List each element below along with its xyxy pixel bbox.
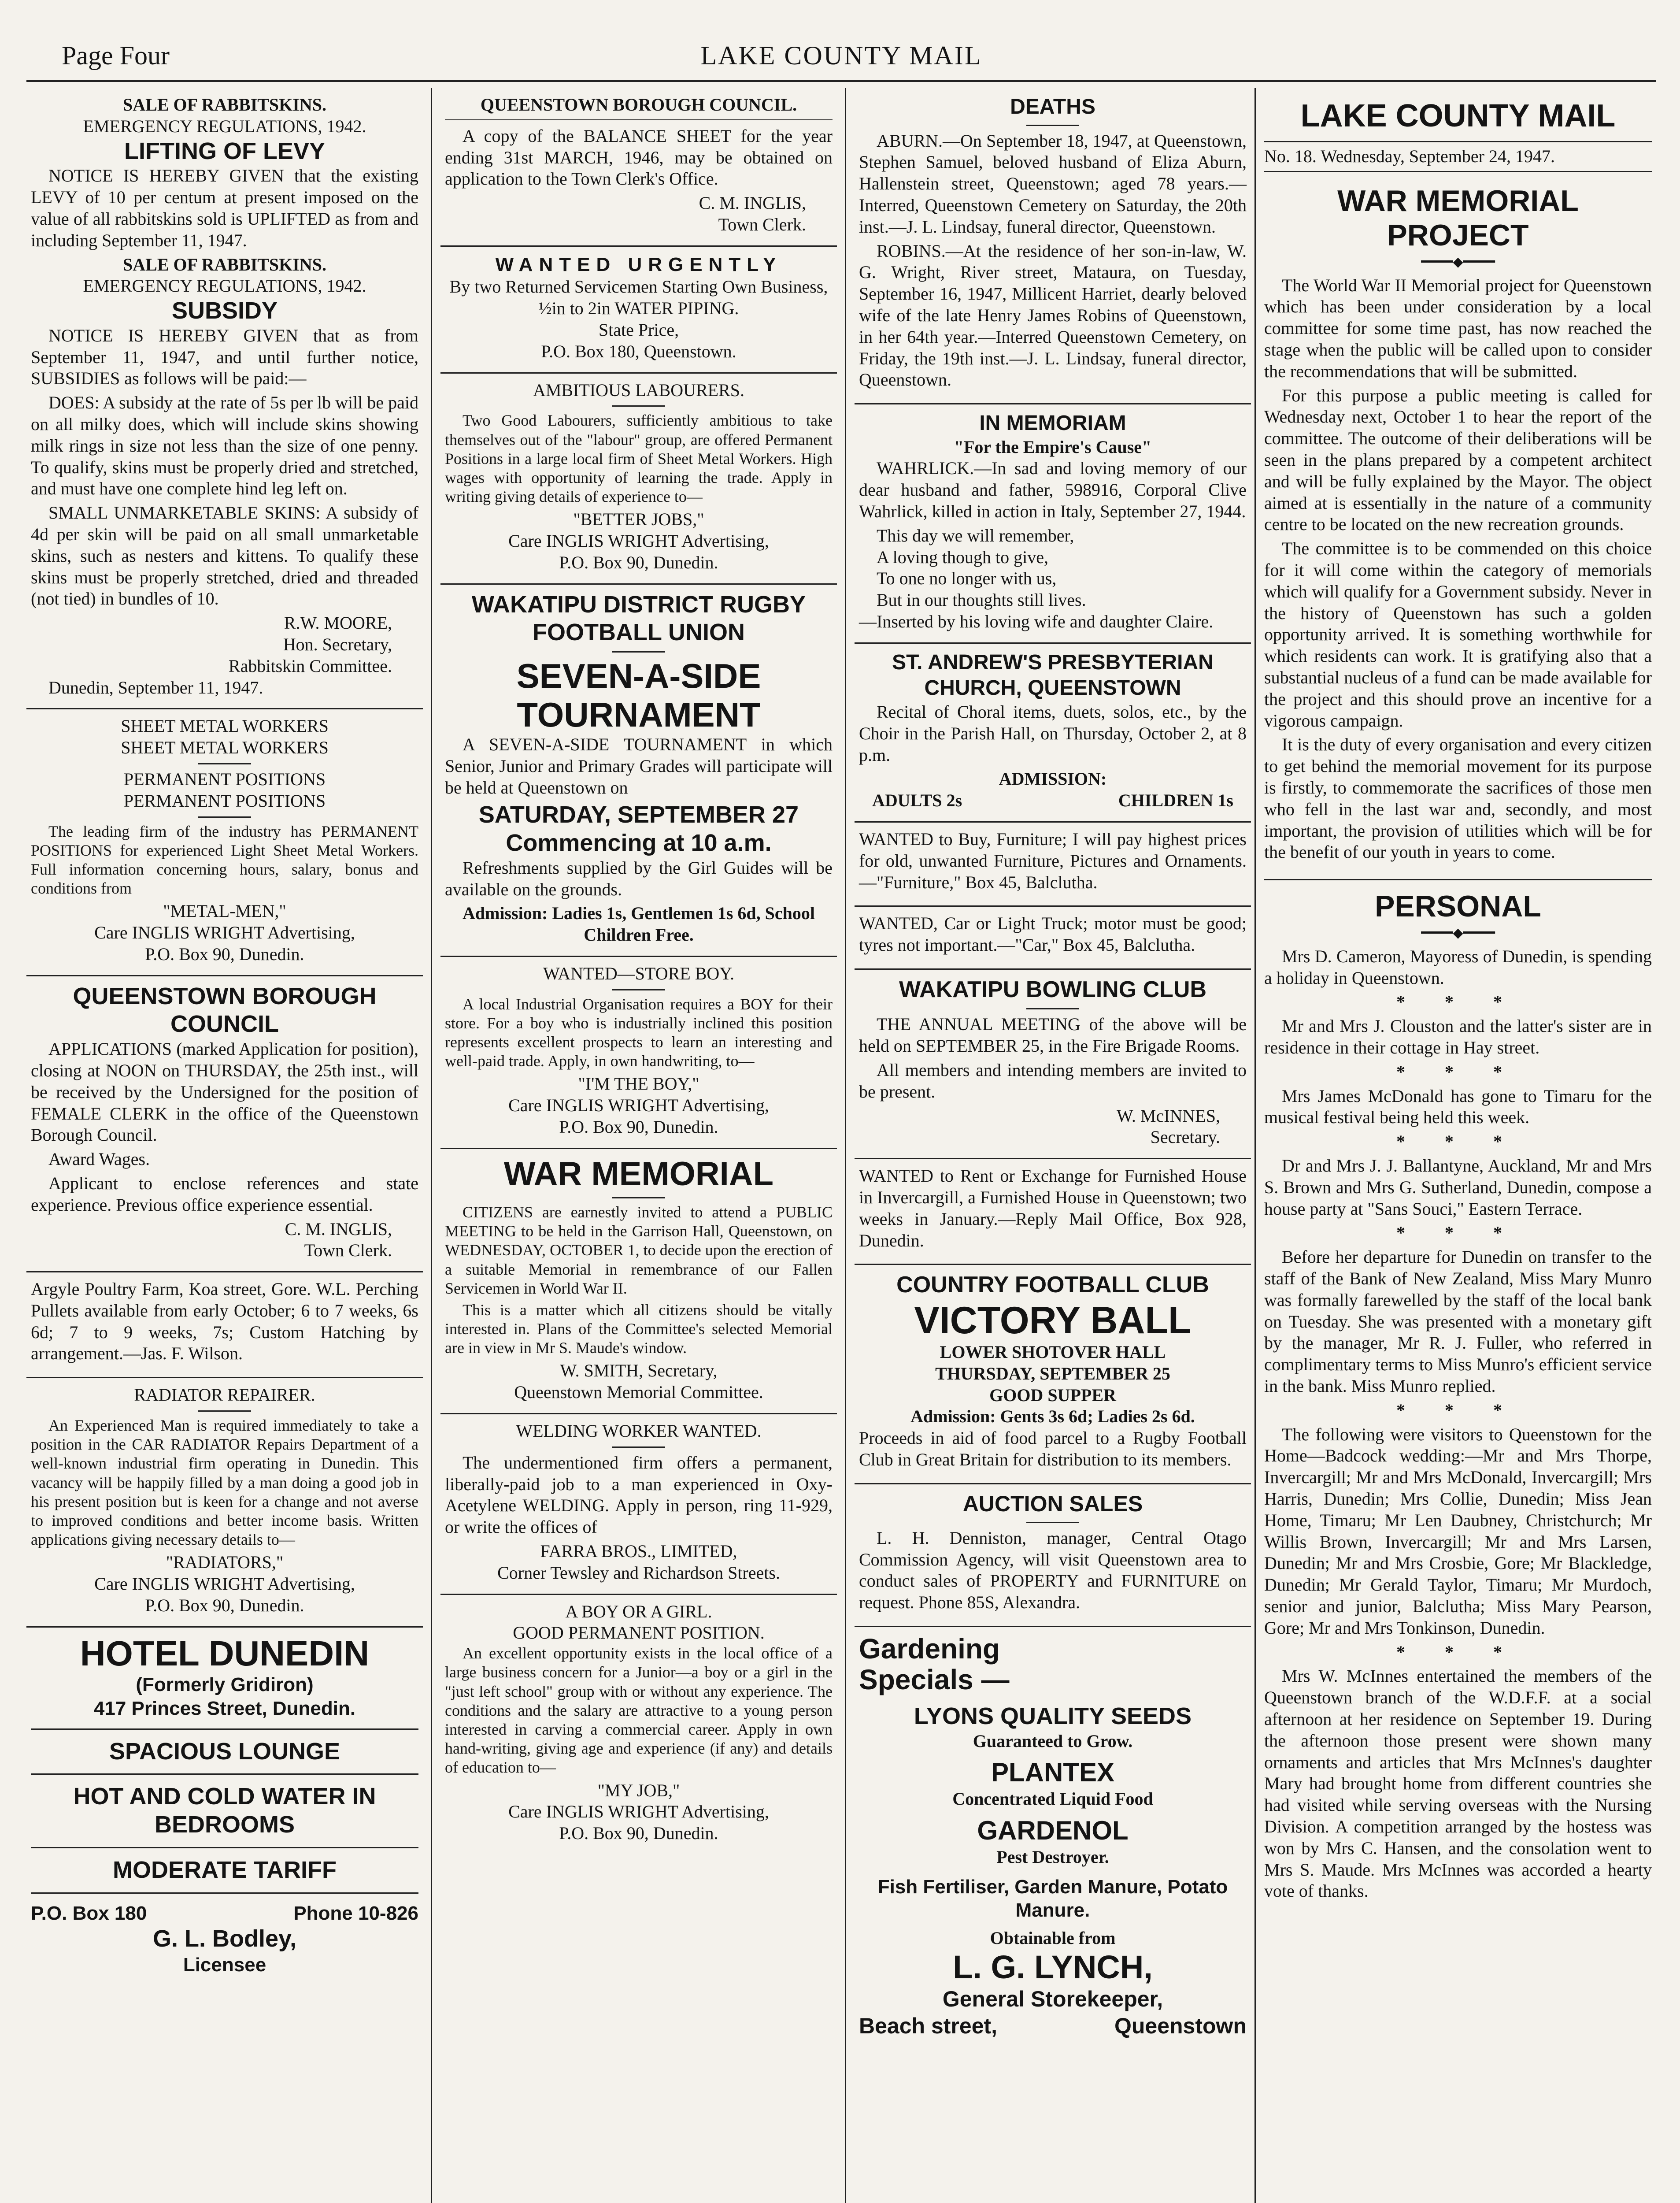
signatory-org: Queenstown Memorial Committee.	[514, 1382, 763, 1402]
memoriam-body: WAHRLICK.—In sad and loving memory of our dear husband and father, 598916, Corporal Clive Wahrlick, killed in action in Italy, September 27, 1944.	[859, 458, 1247, 522]
divider	[198, 763, 251, 764]
divider	[31, 1773, 418, 1775]
ad-title: VICTORY BALL	[914, 1299, 1192, 1342]
section-heading: IN MEMORIAM	[979, 412, 1126, 435]
ad-date: SATURDAY, SEPTEMBER 27	[478, 801, 799, 828]
ad-box: P.O. Box 90, Dunedin.	[145, 944, 304, 964]
hotel-water: HOT AND COLD WATER IN BEDROOMS	[73, 1783, 376, 1838]
divider	[31, 1847, 418, 1848]
product-name: GARDENOL	[977, 1815, 1129, 1845]
ad-supper: GOOD SUPPER	[989, 1385, 1116, 1405]
notice-subtitle: EMERGENCY REGULATIONS, 1942.	[83, 276, 366, 296]
ad-care: Care INGLIS WRIGHT Advertising,	[508, 1095, 769, 1116]
ad-prices	[859, 790, 1247, 812]
signatory-name: C. M. INGLIS,	[285, 1219, 392, 1239]
ad-heading: A BOY OR A GIRL.	[565, 1601, 712, 1621]
boy-or-girl-ad	[440, 1595, 837, 1851]
notice-subtitle: EMERGENCY REGULATIONS, 1942.	[83, 116, 366, 136]
product-list: Fish Fertiliser, Garden Manure, Potato Manure.	[877, 1876, 1228, 1921]
store-boy-ad	[440, 957, 837, 1149]
personal-item: Mr and Mrs J. Clouston and the latter's sister are in residence in their cottage in Hay street.	[1264, 1016, 1652, 1058]
ad-reply: "BETTER JOBS,"	[573, 509, 704, 530]
column-divider	[1254, 88, 1256, 2203]
war-memorial-project-article	[1260, 184, 1656, 875]
ad-line: SHEET METAL WORKERS	[121, 716, 329, 736]
notice-heading: LIFTING OF LEVY	[124, 137, 325, 164]
paper-title: LAKE COUNTY MAIL	[700, 41, 982, 70]
product-name: PLANTEX	[991, 1758, 1115, 1788]
product-tagline: Concentrated Liquid Food	[952, 1789, 1153, 1809]
signatory-title: Hon. Secretary,	[283, 634, 392, 654]
signatory-title: Town Clerk.	[718, 214, 806, 234]
notice-body: NOTICE IS HEREBY GIVEN that the existing LEVY of 10 per centum at present imposed on the value of all rabbitskins sold is UPLIFTED as from and including September 11, 1947.	[31, 166, 418, 250]
hotel-address: 417 Princes Street, Dunedin.	[93, 1698, 356, 1720]
notice-title: SALE OF RABBITSKINS.	[123, 95, 326, 115]
notice-body: THE ANNUAL MEETING of the above will be held on SEPTEMBER 25, in the Fire Brigade Rooms.	[859, 1014, 1247, 1056]
ad-line: PERMANENT POSITIONS	[123, 790, 326, 811]
war-memorial-meeting-ad	[440, 1149, 837, 1414]
divider	[198, 816, 251, 818]
store-desc: General Storekeeper,	[942, 1986, 1163, 2011]
header-rule	[26, 80, 1656, 82]
ad-date: THURSDAY, SEPTEMBER 25	[935, 1363, 1170, 1383]
ad-heading: WANTED—STORE BOY.	[543, 963, 735, 983]
ad-award: Award Wages.	[48, 1149, 150, 1169]
ad-body: WANTED to Rent or Exchange for Furnished House in Invercargill, a Furnished House in Queenstown; two weeks in January.—Reply Mail Office, Box 928, Dunedin.	[859, 1166, 1247, 1250]
divider	[1026, 1008, 1079, 1009]
divider	[1026, 1522, 1079, 1523]
notice-body: All members and intending members are invited to be present.	[859, 1060, 1247, 1102]
separator: * * *	[1396, 1061, 1520, 1082]
divider	[612, 1197, 665, 1198]
divider	[1264, 141, 1652, 142]
ad-line: P.O. Box 180, Queenstown.	[541, 341, 736, 361]
ad-subheading: GOOD PERMANENT POSITION.	[513, 1623, 765, 1643]
ad-proceeds: Proceeds in aid of food parcel to a Rugby Football Club in Great Britain for distribution to its members.	[859, 1428, 1247, 1470]
deaths-section	[855, 88, 1251, 404]
auction-sales-ad	[855, 1484, 1251, 1627]
hotel-owner: G. L. Bodley,	[152, 1925, 297, 1952]
notice-small-skins: SMALL UNMARKETABLE SKINS: A subsidy of 4d per skin will be paid on all small unmarketable skins, such as nesters and kittens. To qualify these skins must be properly stretched, dried and threaded (not tied) in bundles of 10.	[31, 503, 418, 609]
divider	[198, 1410, 251, 1412]
ad-refs: Applicant to enclose references and state experience. Previous office experience essential.	[31, 1173, 418, 1215]
article-paragraph: For this purpose a public meeting is called for Wednesday next, October 1 to hear the report of the committee. The outcome of their deliberations will be seen in the plans prepared by a competent architect and will be fully explained by the Mayor. The object aimed at is essentially in the nature of a community centre to be located on the new recreation grounds.	[1264, 385, 1652, 534]
ad-body: A SEVEN-A-SIDE TOURNAMENT in which Senior, Junior and Primary Grades will participate will be held at Queenstown on	[445, 734, 833, 797]
ad-title: Gardening	[859, 1633, 1000, 1665]
ad-line: SHEET METAL WORKERS	[121, 738, 329, 758]
signatory-title: Town Clerk.	[304, 1240, 392, 1261]
separator: * * *	[1396, 992, 1520, 1012]
personal-section	[1260, 889, 1656, 1902]
divider	[1264, 171, 1652, 172]
ad-admission: Admission: Gents 3s 6d; Ladies 2s 6d.	[910, 1406, 1195, 1427]
ad-reply: "METAL-MEN,"	[163, 901, 286, 921]
ad-firm: FARRA BROS., LIMITED,	[540, 1541, 737, 1561]
article-paragraph: The committee is to be commended on this choice for it will come within the category of memorials which will qualify for a Government subsidy. Never in the history of Queenstown has such a golden opportunity arrived. It is something worthwhile for which residents can work. It is gratifying also that a substantial nucleus of a fund can be made available for the project and this should prove an incentive for a vigorous campaign.	[1264, 538, 1652, 731]
ad-address: Corner Tewsley and Richardson Streets.	[497, 1562, 780, 1583]
column-2	[440, 88, 837, 2203]
hotel-name: HOTEL DUNEDIN	[80, 1633, 370, 1673]
ad-body: WANTED, Car or Light Truck; motor must be good; tyres not important.—"Car," Box 45, Balclutha.	[859, 913, 1247, 955]
ad-line: By two Returned Servicemen Starting Own Business,	[449, 277, 828, 297]
ad-reply: "I'M THE BOY,"	[578, 1074, 699, 1094]
signatory-title: Secretary.	[1150, 1127, 1220, 1147]
personal-item: Mrs D. Cameron, Mayoress of Dunedin, is spending a holiday in Queenstown.	[1264, 946, 1652, 988]
notice-heading: WAKATIPU BOWLING CLUB	[899, 976, 1207, 1002]
ad-body: WANTED to Buy, Furniture; I will pay highest prices for old, unwanted Furniture, Pictures and Ornaments.—"Furniture," Box 45, Balclutha.	[859, 829, 1247, 892]
hotel-licensee: Licensee	[183, 1954, 266, 1976]
ad-title: SEVEN-A-SIDE TOURNAMENT	[516, 656, 761, 734]
column-3	[855, 88, 1251, 2203]
divider	[31, 1892, 418, 1894]
signatory-name: W. McINNES,	[1116, 1105, 1220, 1126]
church-recital-ad	[855, 644, 1251, 823]
divider	[612, 651, 665, 653]
personal-item: Before her departure for Dunedin on transfer to the staff of the Bank of New Zealand, Miss Mary Munro was formally farewelled by the staff of the local bank on Tuesday. She was presented with a monetary gift by the manager, Mr R. J. Fuller, who referred in complimentary terms to Miss Munro's efficient service in the bank. Miss Munro replied.	[1264, 1247, 1652, 1396]
verse-line: This day we will remember,	[877, 525, 1074, 545]
column-divider	[431, 88, 432, 2203]
divider	[1264, 879, 1652, 880]
furniture-wanted-ad	[855, 823, 1251, 907]
article-paragraph: The World War II Memorial project for Queenstown which has been under consideration by a local committee for some time past, has now reached the stage when the public will be called upon to consider the recommendations that will be submitted.	[1264, 275, 1652, 381]
ad-care: Care INGLIS WRIGHT Advertising,	[508, 531, 769, 551]
ad-heading: WAR MEMORIAL	[503, 1155, 774, 1193]
hotel-lounge: SPACIOUS LOUNGE	[109, 1738, 340, 1765]
ad-line: ½in to 2in WATER PIPING.	[538, 298, 739, 319]
ad-club: COUNTRY FOOTBALL CLUB	[896, 1272, 1209, 1298]
notice-does: DOES: A subsidy at the rate of 5s per lb will be paid on all milky does, which will include skins showing milk rings in size not less than the size of one penny. To qualify, skins must be properly dried and stretched, and must have one complete hind leg left on.	[31, 393, 418, 499]
ad-heading: QUEENSTOWN BOROUGH COUNCIL	[73, 983, 377, 1038]
notice-title: SALE OF RABBITSKINS.	[123, 254, 326, 274]
council-clerk-ad	[26, 976, 423, 1272]
death-notice: ABURN.—On September 18, 1947, at Queenstown, Stephen Samuel, beloved husband of Eliza Aburn, Hallenstein street, Queenstown; aged 78 years.—Interred, Queenstown Cemetery on Saturday, the 20th inst.—J. L. Lindsay, funeral director, Queenstown.	[859, 130, 1247, 237]
death-notice: ROBINS.—At the residence of her son-in-law, W. G. Wright, River street, Mataura, on Tuesday, September 16, 1947, Millicent Harriet, dearly beloved wife of the late Henry James Robins of Queenstown, in her 64th year.—Interred Queenstown Cemetery, on Friday, the 19th inst.—J. L. Lindsay, funeral director, Queenstown.	[859, 241, 1247, 390]
memoriam-inserted: —Inserted by his loving wife and daughter Claire.	[859, 612, 1214, 632]
notice-heading: SUBSIDY	[171, 297, 278, 324]
divider	[612, 989, 665, 990]
store-street: Beach street,	[859, 2013, 998, 2038]
hotel-formerly: (Formerly Gridiron)	[136, 1674, 314, 1696]
product-tagline: Pest Destroyer.	[996, 1847, 1109, 1867]
ad-reply: "RADIATORS,"	[166, 1552, 284, 1573]
ad-body: This is a matter which all citizens should be vitally interested in. Plans of the Committee's selected Memorial are in view in Mr S. Maude's window.	[445, 1301, 833, 1357]
in-memoriam-section	[855, 404, 1251, 644]
column-1	[26, 88, 423, 2203]
ad-body: The undermentioned firm offers a permanent, liberally-paid job to a man experienced in Oxy-Acetylene WELDING. Apply in person, ring 11-929, or write the offices of	[445, 1452, 833, 1537]
hotel-ad	[26, 1628, 423, 1983]
rugby-tournament-ad	[440, 585, 837, 957]
ad-body: APPLICATIONS (marked Application for position), closing at NOON on THURSDAY, the 25th inst., will be received by the Undersigned for the position of FEMALE CLERK in the office of the Queenstown Borough Council.	[31, 1039, 418, 1145]
rent-wanted-ad	[855, 1159, 1251, 1265]
poultry-ad	[26, 1272, 423, 1378]
ad-line: State Price,	[598, 320, 679, 340]
balance-sheet-notice	[440, 88, 837, 247]
bowling-club-notice	[855, 970, 1251, 1159]
ad-refreshments: Refreshments supplied by the Girl Guides will be available on the grounds.	[445, 857, 833, 899]
ad-body: An Experienced Man is required immediately to take a position in the CAR RADIATOR Repairs Department of a well-known industrial firm operating in Dunedin. This vacancy will be happily filled by a man doing a good job in his present position but is keen for a change and not averse to improved conditions and better income basis. Written applications giving necessary details to—	[31, 1417, 418, 1549]
divider	[612, 1446, 665, 1448]
signatory-name: W. SMITH, Secretary,	[560, 1361, 718, 1381]
hotel-tariff: MODERATE TARIFF	[113, 1856, 337, 1883]
radiator-ad	[26, 1378, 423, 1628]
car-wanted-ad	[855, 907, 1251, 970]
product-tagline: Guaranteed to Grow.	[973, 1731, 1133, 1751]
issue-line: No. 18. Wednesday, September 24, 1947.	[1264, 146, 1555, 166]
column-4	[1260, 88, 1656, 2203]
signatory-org: Rabbitskin Committee.	[228, 656, 392, 676]
ad-heading: RADIATOR REPAIRER.	[134, 1385, 315, 1405]
ad-care: Care INGLIS WRIGHT Advertising,	[94, 923, 355, 943]
section-heading: PERSONAL	[1375, 890, 1541, 923]
verse-line: To one no longer with us,	[877, 568, 1057, 589]
store-town: Queenstown	[1114, 2013, 1247, 2038]
product-name: LYONS QUALITY SEEDS	[914, 1702, 1192, 1729]
notice-body: A copy of the BALANCE SHEET for the year ending 31st MARCH, 1946, may be obtained on application to the Town Clerk's Office.	[445, 126, 833, 189]
masthead-title: LAKE COUNTY MAIL	[1300, 98, 1616, 134]
obtainable-from: Obtainable from	[990, 1928, 1116, 1948]
notice-body: NOTICE IS HEREBY GIVEN that as from September 11, 1947, and until further notice, SUBSIDIES as follows will be paid:—	[31, 325, 418, 389]
personal-item: The following were visitors to Queenstown for the Home—Badcock wedding:—Mr and Mrs Thorpe, Invercargill; Mr and Mrs McDonald, Invercargill; Mrs Harris, Dunedin; Mrs Collie, Dunedin; Miss Jean Home, Timaru; Mr Len Daubney, Christchurch; Mr Willis Brown, Invercargill; Mr and Mrs Larsen, Dunedin; Mr and Mrs Crosbie, Gore; Mr Blackledge, Dunedin; Mr Gerald Taylor, Timaru; Mr Murdoch, senior and junior, Balclutha; Miss Mary Pearson, Gore; Mr and Mrs Tonkinson, Dunedin.	[1264, 1424, 1652, 1638]
ad-box: P.O. Box 90, Dunedin.	[145, 1595, 304, 1615]
children-price: CHILDREN 1s	[1118, 790, 1233, 811]
article-paragraph: It is the duty of every organisation and every citizen to get behind the memorial movement for its purpose is firstly, to commemorate the sacrifices of those men who fell in the last war and, secondly, and most important, the provision of utilities which will be for the benefit of our youth in years to come.	[1264, 734, 1652, 862]
hotel-contact	[31, 1902, 418, 1925]
dateline: Dunedin, September 11, 1947.	[48, 677, 263, 697]
gardening-specials-ad	[855, 1627, 1251, 2046]
diamond-ornament: ━━━━◆━━━━	[1421, 926, 1495, 941]
ad-heading: AUCTION SALES	[962, 1491, 1143, 1516]
separator: * * *	[1396, 1223, 1520, 1243]
victory-ball-ad	[855, 1265, 1251, 1484]
divider	[445, 119, 833, 120]
signatory-name: R.W. MOORE,	[284, 613, 392, 633]
ad-admission: ADMISSION:	[999, 769, 1107, 789]
verse-line: A loving though to give,	[877, 547, 1048, 567]
page-header	[62, 31, 1621, 79]
rabbitskins-notice	[26, 88, 423, 709]
ad-time: Commencing at 10 a.m.	[506, 830, 772, 857]
hotel-pobox: P.O. Box 180	[31, 1902, 147, 1924]
ad-line: PERMANENT POSITIONS	[123, 769, 326, 789]
ad-heading: WELDING WORKER WANTED.	[516, 1421, 762, 1441]
separator: * * *	[1396, 1131, 1520, 1152]
editorial-masthead	[1260, 88, 1656, 184]
personal-item: Mrs W. McInnes entertained the members of the Queenstown branch of the W.D.F.F. at a social afternoon at her residence on September 19. During the afternoon those present were shown many ornaments and articles that Mrs McInnes's daughter Mary had brought home from different countries she had visited while serving overseas with the Nursing Division. A competition arranged by the hostess was won by Mrs C. Hansen, and the consolation went to Mrs S. Maude. Mrs McInnes was accorded a hearty vote of thanks.	[1264, 1666, 1652, 1901]
adults-price: ADULTS 2s	[872, 790, 962, 811]
personal-item: Mrs James McDonald has gone to Timaru for the musical festival being held this week.	[1264, 1086, 1652, 1127]
separator: * * *	[1396, 1400, 1520, 1420]
page-number: Page Four	[62, 41, 170, 70]
ad-body: A local Industrial Organisation requires a BOY for their store. For a boy who is industrially inclined this position represents excellent prospects to learn an interesting and well-paid trade. Apply, in own handwriting, to—	[445, 995, 833, 1070]
divider	[612, 405, 665, 407]
ad-box: P.O. Box 90, Dunedin.	[559, 1823, 718, 1843]
diamond-ornament: ━━━━◆━━━━	[1421, 255, 1495, 269]
labourers-ad	[440, 374, 837, 585]
signatory-name: C. M. INGLIS,	[699, 193, 806, 213]
divider	[1026, 125, 1079, 126]
article-heading: WAR MEMORIAL PROJECT	[1337, 184, 1579, 252]
ad-body: An excellent opportunity exists in the local office of a large business concern for a Junior—a boy or a girl in the "just left school" group with or without any experience. The conditions and the salary are attractive to a young person interested in carving a commercial career. Apply in own hand-writing, giving age and experience (if any) and details of education to—	[445, 1644, 833, 1776]
ad-heading: ST. ANDREW'S PRESBYTERIAN CHURCH, QUEENSTOWN	[892, 650, 1214, 700]
ad-box: P.O. Box 90, Dunedin.	[559, 552, 718, 572]
ad-care: Care INGLIS WRIGHT Advertising,	[94, 1574, 355, 1594]
ad-body: The leading firm of the industry has PERMANENT POSITIONS for experienced Light Sheet Metal Workers. Full information concerning hours, salary, bonus and conditions from	[31, 822, 418, 898]
hotel-phone: Phone 10-826	[293, 1902, 418, 1924]
ad-care: Care INGLIS WRIGHT Advertising,	[508, 1802, 769, 1822]
ad-box: P.O. Box 90, Dunedin.	[559, 1117, 718, 1137]
ad-venue: LOWER SHOTOVER HALL	[940, 1342, 1166, 1362]
divider	[31, 1728, 418, 1730]
sheet-metal-ad	[26, 709, 423, 976]
store-name: L. G. LYNCH,	[953, 1948, 1153, 1985]
ad-admission: Admission: Ladies 1s, Gentlemen 1s 6d, School Children Free.	[462, 903, 815, 945]
ad-body: Argyle Poultry Farm, Koa street, Gore. W.L. Perching Pullets available from early October; 6 to 7 weeks, 6s 6d; 7 to 9 weeks, 7s; Custom Hatching by arrangement.—Jas. F. Wilson.	[31, 1279, 418, 1364]
ad-reply: "MY JOB,"	[597, 1780, 680, 1800]
ad-heading: WAKATIPU DISTRICT RUGBY FOOTBALL UNION	[472, 591, 806, 646]
store-address	[859, 2013, 1247, 2040]
ad-body: CITIZENS are earnestly invited to attend a PUBLIC MEETING to be held in the Garrison Hall, Queenstown, on WEDNESDAY, OCTOBER 1, to decide upon the erection of a suitable Memorial in remembrance of our Fallen Servicemen in World War II.	[445, 1203, 833, 1297]
personal-item: Dr and Mrs J. J. Ballantyne, Auckland, Mr and Mrs S. Brown and Mrs G. Sutherland, Dunedin, compose a house party at "Sans Souci," Eastern Terrace.	[1264, 1156, 1652, 1219]
verse-line: But in our thoughts still lives.	[877, 590, 1086, 610]
ad-body: Two Good Labourers, sufficiently ambitious to take themselves out of the "labour" group, are offered Permanent Positions in a large local firm of Sheet Metal Workers. High wages with opportunity of learning the trade. Apply in writing giving details of experience to—	[445, 412, 833, 506]
ad-body: Recital of Choral items, duets, solos, etc., by the Choir in the Parish Hall, on Thursday, October 2, at 8 p.m.	[859, 701, 1247, 765]
ad-title: Specials —	[859, 1664, 1010, 1696]
ad-heading: WANTED URGENTLY	[495, 253, 782, 275]
memoriam-subtitle: "For the Empire's Cause"	[954, 437, 1152, 457]
notice-heading: QUEENSTOWN BOROUGH COUNCIL.	[480, 95, 797, 115]
welding-ad	[440, 1414, 837, 1595]
wanted-urgently-ad	[440, 247, 837, 374]
separator: * * *	[1396, 1642, 1520, 1662]
column-divider	[845, 88, 846, 2203]
ad-body: L. H. Denniston, manager, Central Otago Commission Agency, will visit Queenstown area to conduct sales of PROPERTY and FURNITURE on request. Phone 85S, Alexandra.	[859, 1528, 1247, 1613]
section-heading: DEATHS	[1010, 95, 1095, 119]
ad-heading: AMBITIOUS LABOURERS.	[533, 380, 745, 400]
